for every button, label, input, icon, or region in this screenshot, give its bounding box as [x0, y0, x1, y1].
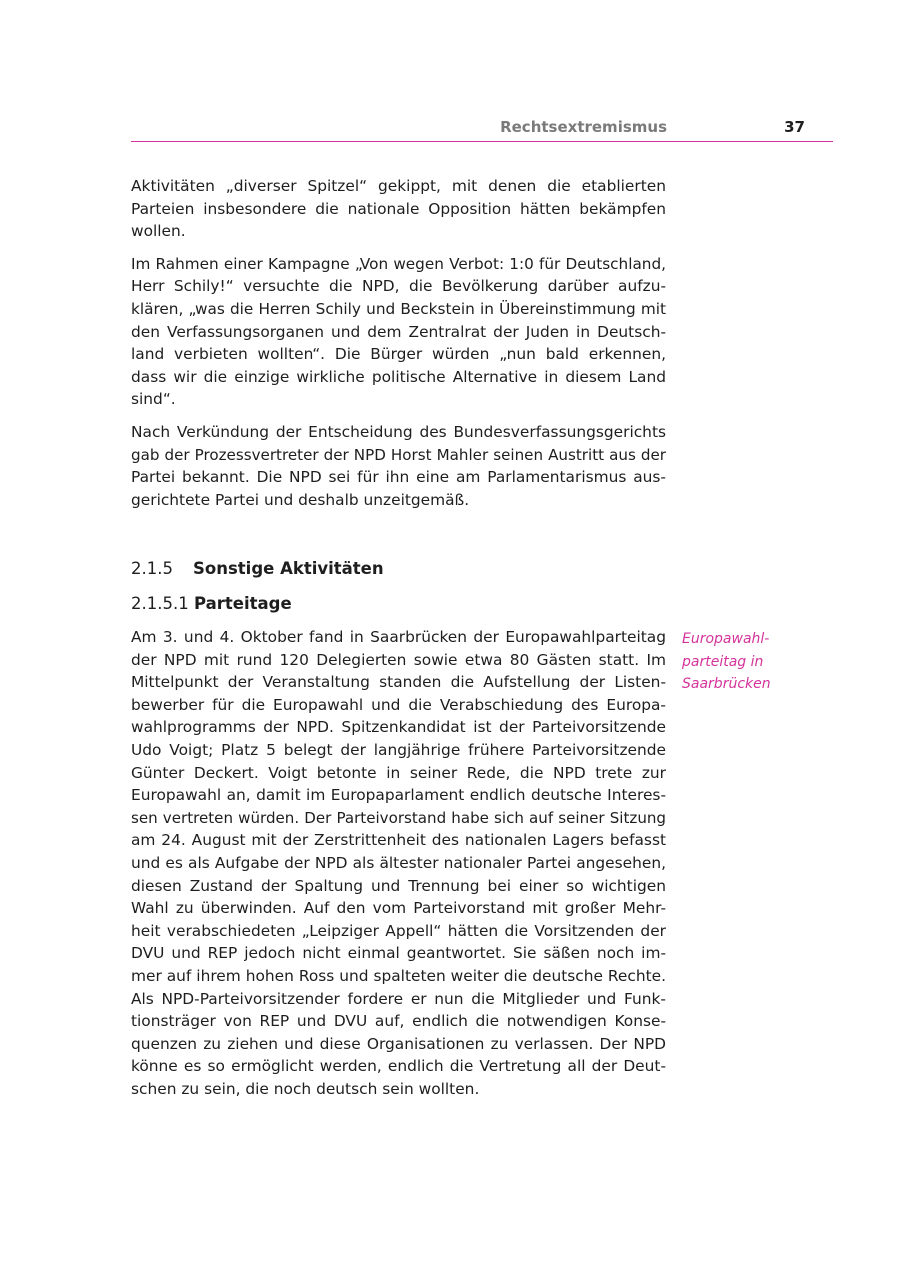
text-line: Partei bekannt. Die NPD sei für ihn eine am Parlamentarismus aus-: [131, 468, 666, 487]
text-line: diesen Zustand der Spaltung und Trennung bei einer so wichtigen: [131, 876, 666, 895]
text-line: dass wir die einzige wirkliche politische Alternative in diesem Land: [131, 367, 666, 386]
paragraph-3: [131, 421, 666, 511]
running-header-title: Rechtsextremismus: [500, 118, 667, 136]
text-line: land verbieten wollten“. Die Bürger würden „nun bald erkennen,: [131, 345, 666, 364]
text-line: Nach Verkündung der Entscheidung des Bundesverfassungsgerichts: [131, 422, 666, 441]
text-line: Udo Voigt; Platz 5 belegt der langjährige frühere Parteivorsitzende: [131, 740, 666, 759]
margin-note: [682, 628, 822, 696]
section-title: Sonstige Aktivitäten: [193, 559, 384, 578]
text-line: sen vertreten würden. Der Parteivorstand habe sich auf seiner Sitzung: [131, 808, 666, 827]
body-text-top: [131, 175, 666, 521]
text-line: Europawahl an, damit im Europaparlament endlich deutsche Interes-: [131, 786, 666, 805]
section-heading: [131, 557, 384, 581]
text-line: Als NPD-Parteivorsitzender fordere er nun die Mitglieder und Funk-: [131, 989, 666, 1008]
text-line: tionsträger von REP und DVU auf, endlich die notwendigen Konse-: [131, 1012, 666, 1031]
text-line: Herr Schily!“ versuchte die NPD, die Bevölkerung darüber aufzu-: [131, 277, 666, 296]
text-line: klären, „was die Herren Schily und Beckstein in Übereinstimmung mit: [131, 299, 666, 318]
text-line: sind“.: [131, 390, 176, 409]
margin-note-line: parteitag in: [682, 653, 764, 670]
text-line: wollen.: [131, 222, 186, 241]
text-line: wahlprogramms der NPD. Spitzenkandidat ist der Parteivorsitzende: [131, 718, 666, 737]
text-line: gab der Prozessvertreter der NPD Horst Mahler seinen Austritt aus der: [131, 445, 666, 464]
text-line: heit verabschiedeten „Leipziger Appell“ hätten die Vorsitzenden der: [131, 921, 666, 940]
text-line: den Verfassungsorganen und dem Zentralrat der Juden in Deutsch-: [131, 322, 666, 341]
paragraph-2: [131, 253, 666, 411]
running-header: [131, 117, 833, 142]
text-line: Am 3. und 4. Oktober fand in Saarbrücken der Europawahlparteitag: [131, 628, 666, 646]
subsection-heading: [131, 592, 292, 616]
text-line: Wahl zu überwinden. Auf den vom Parteivorstand mit großer Mehr-: [131, 899, 666, 918]
text-line: gerichtete Partei und deshalb unzeitgemäß.: [131, 490, 470, 509]
subsection-number: 2.1.5.1: [131, 594, 189, 613]
text-line: Im Rahmen einer Kampagne „Von wegen Verbot: 1:0 für Deutschland,: [131, 254, 666, 273]
text-line: Aktivitäten „diverser Spitzel“ gekippt, mit denen die etablierten: [131, 177, 666, 195]
text-line: der NPD mit rund 120 Delegierten sowie etwa 80 Gästen statt. Im: [131, 650, 666, 669]
text-line: könne es so ermöglicht werden, endlich die Vertretung all der Deut-: [131, 1057, 666, 1076]
text-line: quenzen zu ziehen und diese Organisationen zu verlassen. Der NPD: [131, 1034, 666, 1053]
paragraph-1: [131, 175, 666, 243]
margin-note-line: Europawahl-: [682, 631, 770, 647]
page-number: 37: [784, 118, 805, 136]
text-line: mer auf ihrem hohen Ross und spalteten weiter die deutsche Rechte.: [131, 966, 666, 985]
text-line: am 24. August mit der Zerstrittenheit des nationalen Lagers befasst: [131, 831, 666, 850]
subsection-title: Parteitage: [193, 594, 292, 613]
text-line: und es als Aufgabe der NPD als ältester nationaler Partei angesehen,: [131, 853, 666, 872]
section-number: 2.1.5: [131, 559, 173, 578]
text-line: Parteien insbesondere die nationale Opposition hätten bekämpfen: [131, 199, 666, 218]
text-line: schen zu sein, die noch deutsch sein wollten.: [131, 1079, 480, 1098]
text-line: Günter Deckert. Voigt betonte in seiner Rede, die NPD trete zur: [131, 763, 666, 782]
text-line: bewerber für die Europawahl und die Verabschiedung des Europa-: [131, 695, 666, 714]
text-line: Mittelpunkt der Veranstaltung standen die Aufstellung der Listen-: [131, 673, 666, 692]
paragraph-parteitage: [131, 626, 666, 1100]
text-line: DVU und REP jedoch nicht einmal geantwortet. Sie säßen noch im-: [131, 944, 666, 963]
margin-note-line: Saarbrücken: [682, 676, 771, 693]
